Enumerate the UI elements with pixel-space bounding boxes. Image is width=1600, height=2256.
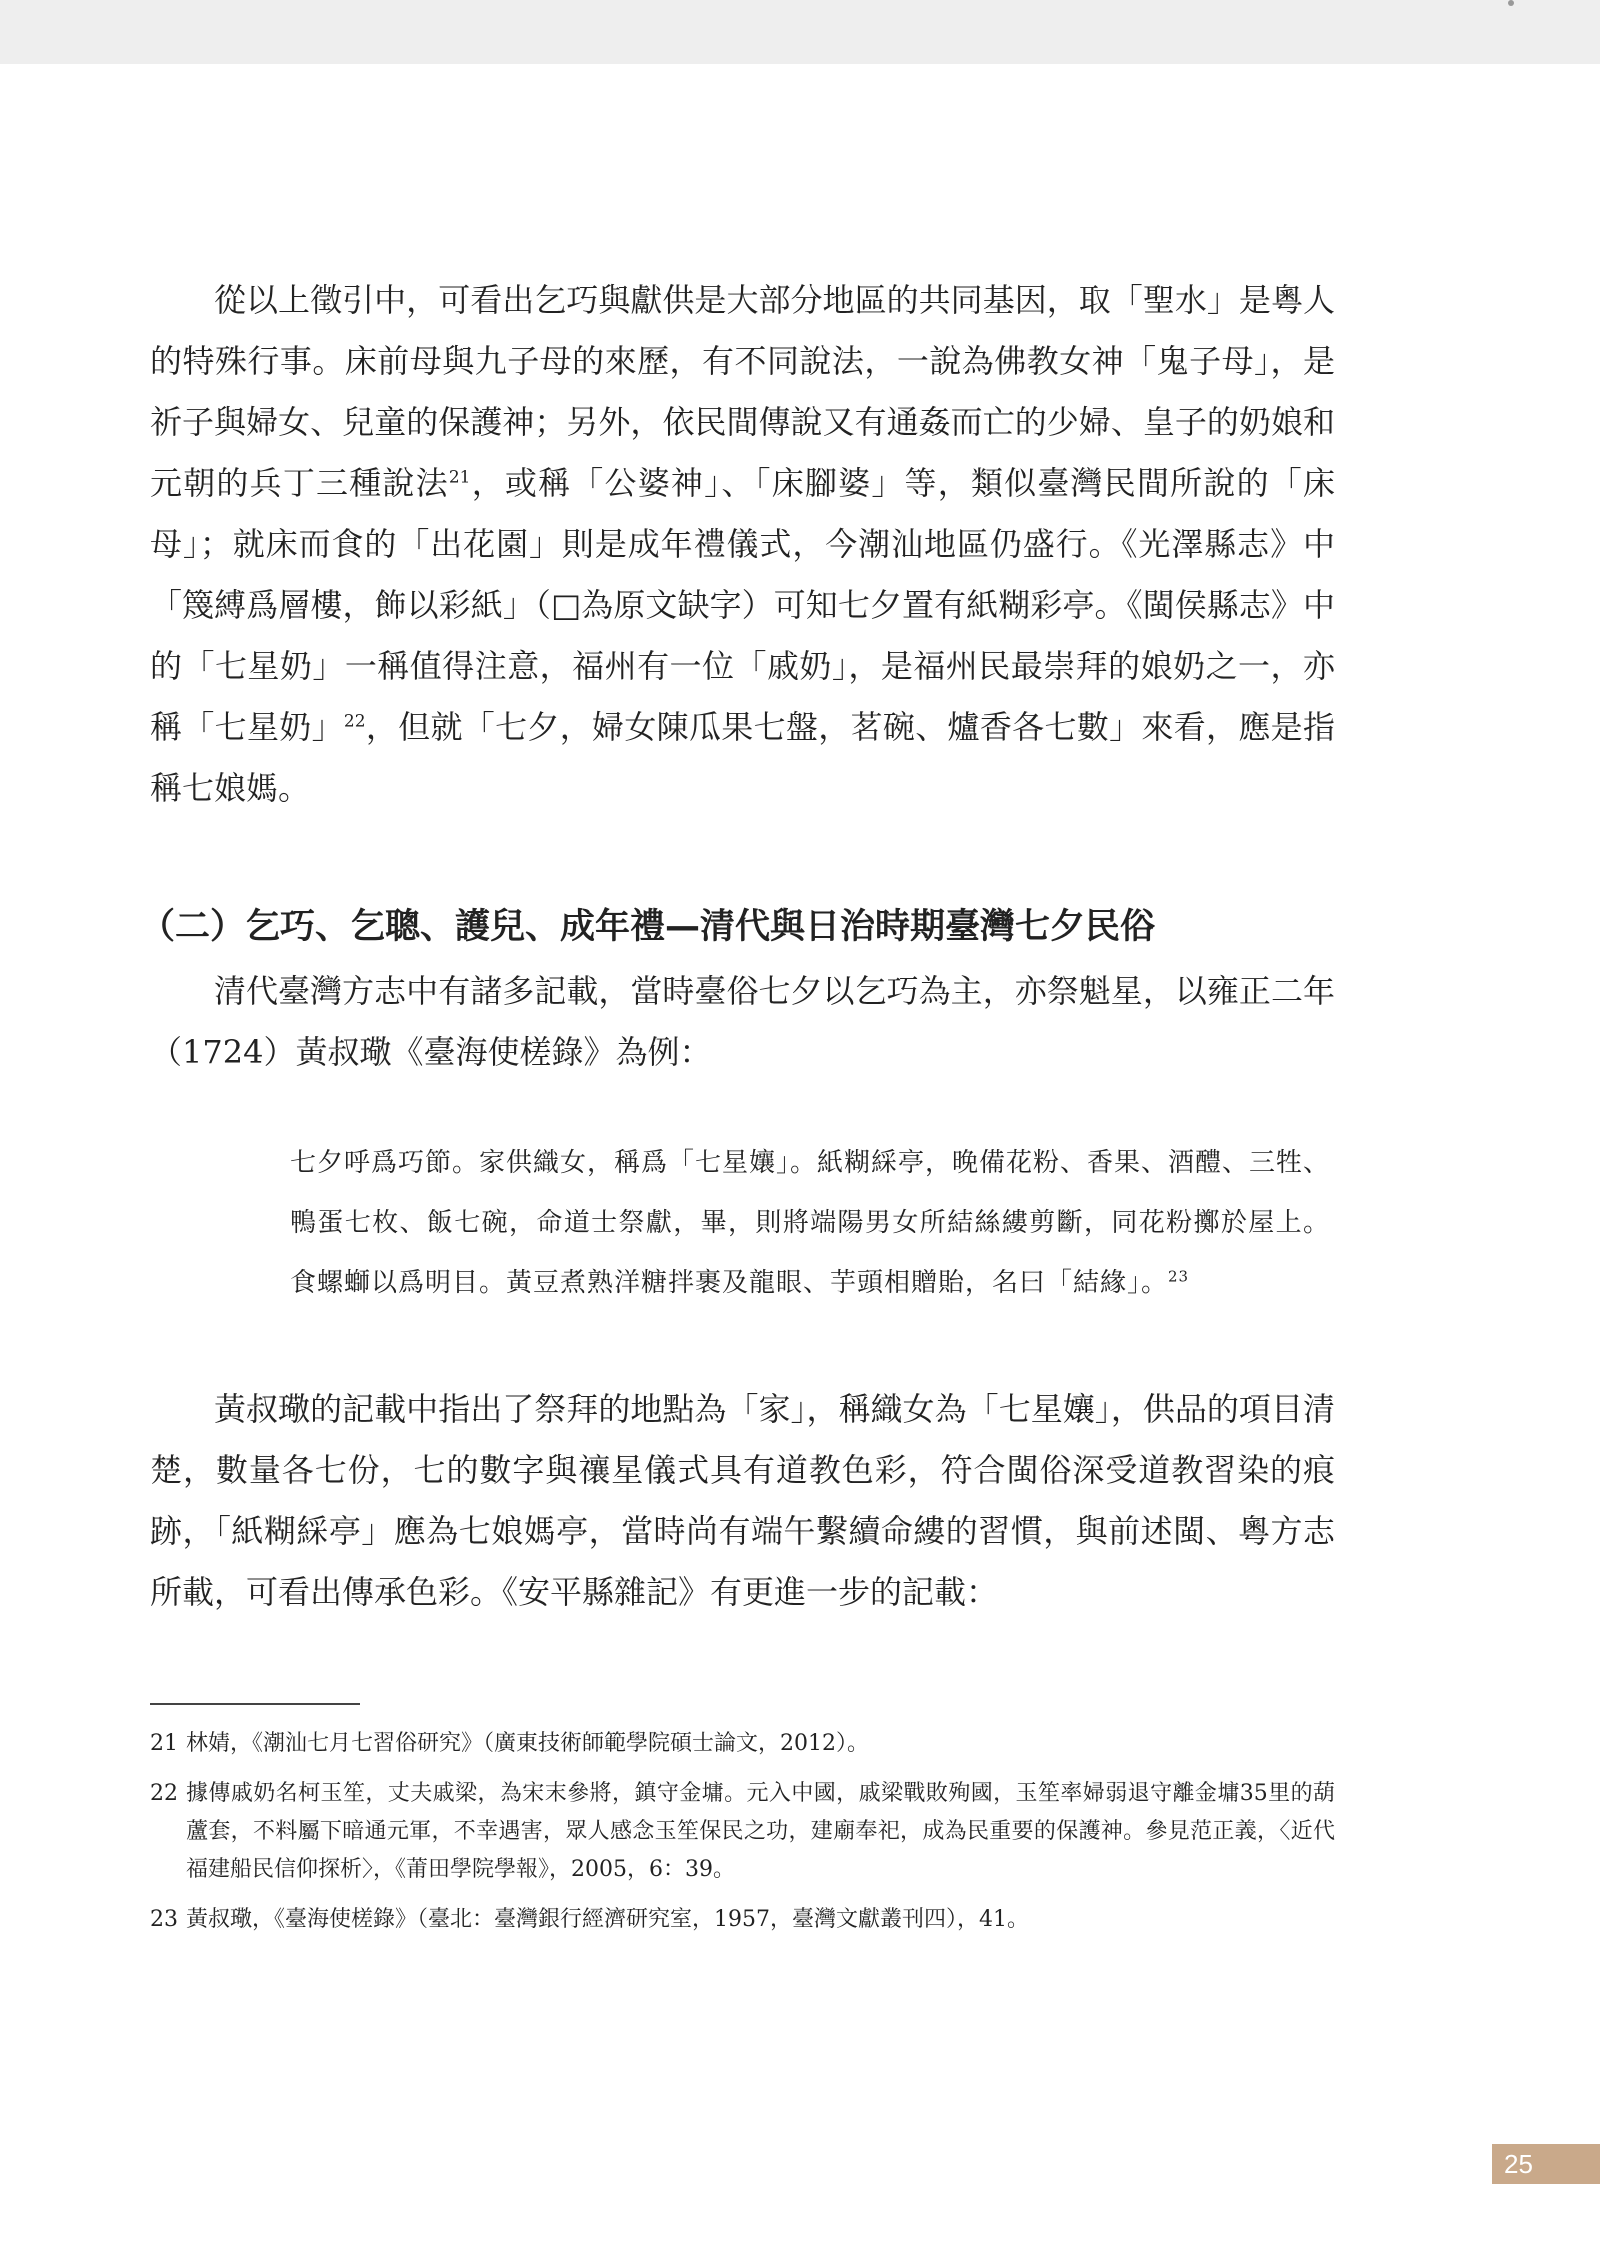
footnote-21 (150, 1725, 1335, 1763)
footnotes (150, 1725, 1335, 1939)
footnote-number: 22 (150, 1781, 178, 1806)
footnote-text: 據傳戚奶名柯玉笙，丈夫戚梁，為宋末參將，鎮守金墉。元入中國，戚梁戰敗殉國，玉笙率婦弱退守離金墉35里的葫蘆套，不料屬下暗通元軍，不幸遇害，眾人感念玉笙保民之功，建廟奉祀，成為民重要的保護神。參見范正義，〈近代福建船民信仰探析〉，《莆田學院學報》，2005，6：39。 (186, 1781, 1335, 1882)
footnote-23 (150, 1901, 1335, 1939)
scan-top-band (0, 0, 1600, 64)
page-content (140, 270, 1335, 1951)
section-heading: （二）乞巧、乞聰、護兒、成年禮—清代與日治時期臺灣七夕民俗 (140, 907, 1156, 947)
footnote-text: 黃叔璥，《臺海使槎錄》（臺北：臺灣銀行經濟研究室，1957，臺灣文獻叢刊四），41。 (186, 1907, 1029, 1932)
paragraph-1 (150, 270, 1335, 819)
footnote-ref-21[interactable]: 21 (448, 467, 471, 488)
footnote-text: 林婧，《潮汕七月七習俗研究》（廣東技術師範學院碩士論文，2012）。 (186, 1731, 869, 1756)
paragraph-3: 黃叔璥的記載中指出了祭拜的地點為「家」，稱織女為「七星孃」，供品的項目清楚，數量各七份，七的數字與禳星儀式具有道教色彩，符合閩俗深受道教習染的痕跡，「紙糊綵亭」應為七娘媽亭，當時尚有端午繫續命縷的習慣，與前述閩、粵方志所載，可看出傳承色彩。《安平縣雜記》有更進一步的記載： (150, 1390, 1335, 1611)
paragraph-1-text-c: ，但就「七夕，婦女陳瓜果七盤，茗碗、爐香各七數」來看，應是指稱七娘媽。 (150, 708, 1335, 807)
footnote-ref-23[interactable]: 23 (1168, 1267, 1190, 1286)
paragraph-1-text-b: ，或稱「公婆神」、「床腳婆」等，類似臺灣民間所說的「床母」；就床而食的「出花園」則是成年禮儀式，今潮汕地區仍盛行。《光澤縣志》中「篾縛爲層樓，飾以彩紙」（□為原文缺字）可知七夕置有紙糊彩亭。《閩侯縣志》中的「七星奶」一稱值得注意，福州有一位「戚奶」，是福州民最崇拜的娘奶之一，亦稱「七星奶」 (150, 464, 1335, 746)
paragraph-2: 清代臺灣方志中有諸多記載，當時臺俗七夕以乞巧為主，亦祭魁星，以雍正二年（1724）黃叔璥《臺海使槎錄》為例： (150, 972, 1335, 1071)
block-quote-text: 七夕呼爲巧節。家供織女，稱爲「七星孃」。紙糊綵亭，晚備花粉、香果、酒醴、三牲、鴨蛋七枚、飯七碗，命道士祭獻，畢，則將端陽男女所結絲縷剪斷，同花粉擲於屋上。食螺螄以爲明目。黃豆煮熟洋糖拌裹及龍眼、芋頭相贈貽，名曰「結緣」。 (290, 1148, 1331, 1298)
footnote-divider (150, 1703, 360, 1705)
scan-mark (1508, 0, 1514, 6)
footnote-22 (150, 1775, 1335, 1889)
footnote-ref-22[interactable]: 22 (343, 711, 366, 732)
paragraph-1-text-a: 從以上徵引中，可看出乞巧與獻供是大部分地區的共同基因，取「聖水」是粵人的特殊行事。床前母與九子母的來歷，有不同說法，一說為佛教女神「鬼子母」，是祈子與婦女、兒童的保護神；另外，依民間傳說又有通姦而亡的少婦、皇子的奶娘和元朝的兵丁三種說法 (150, 281, 1335, 502)
block-quote (290, 1133, 1330, 1313)
page-number: 25 (1492, 2144, 1600, 2184)
footnote-number: 23 (150, 1907, 178, 1932)
footnote-number: 21 (150, 1731, 178, 1756)
